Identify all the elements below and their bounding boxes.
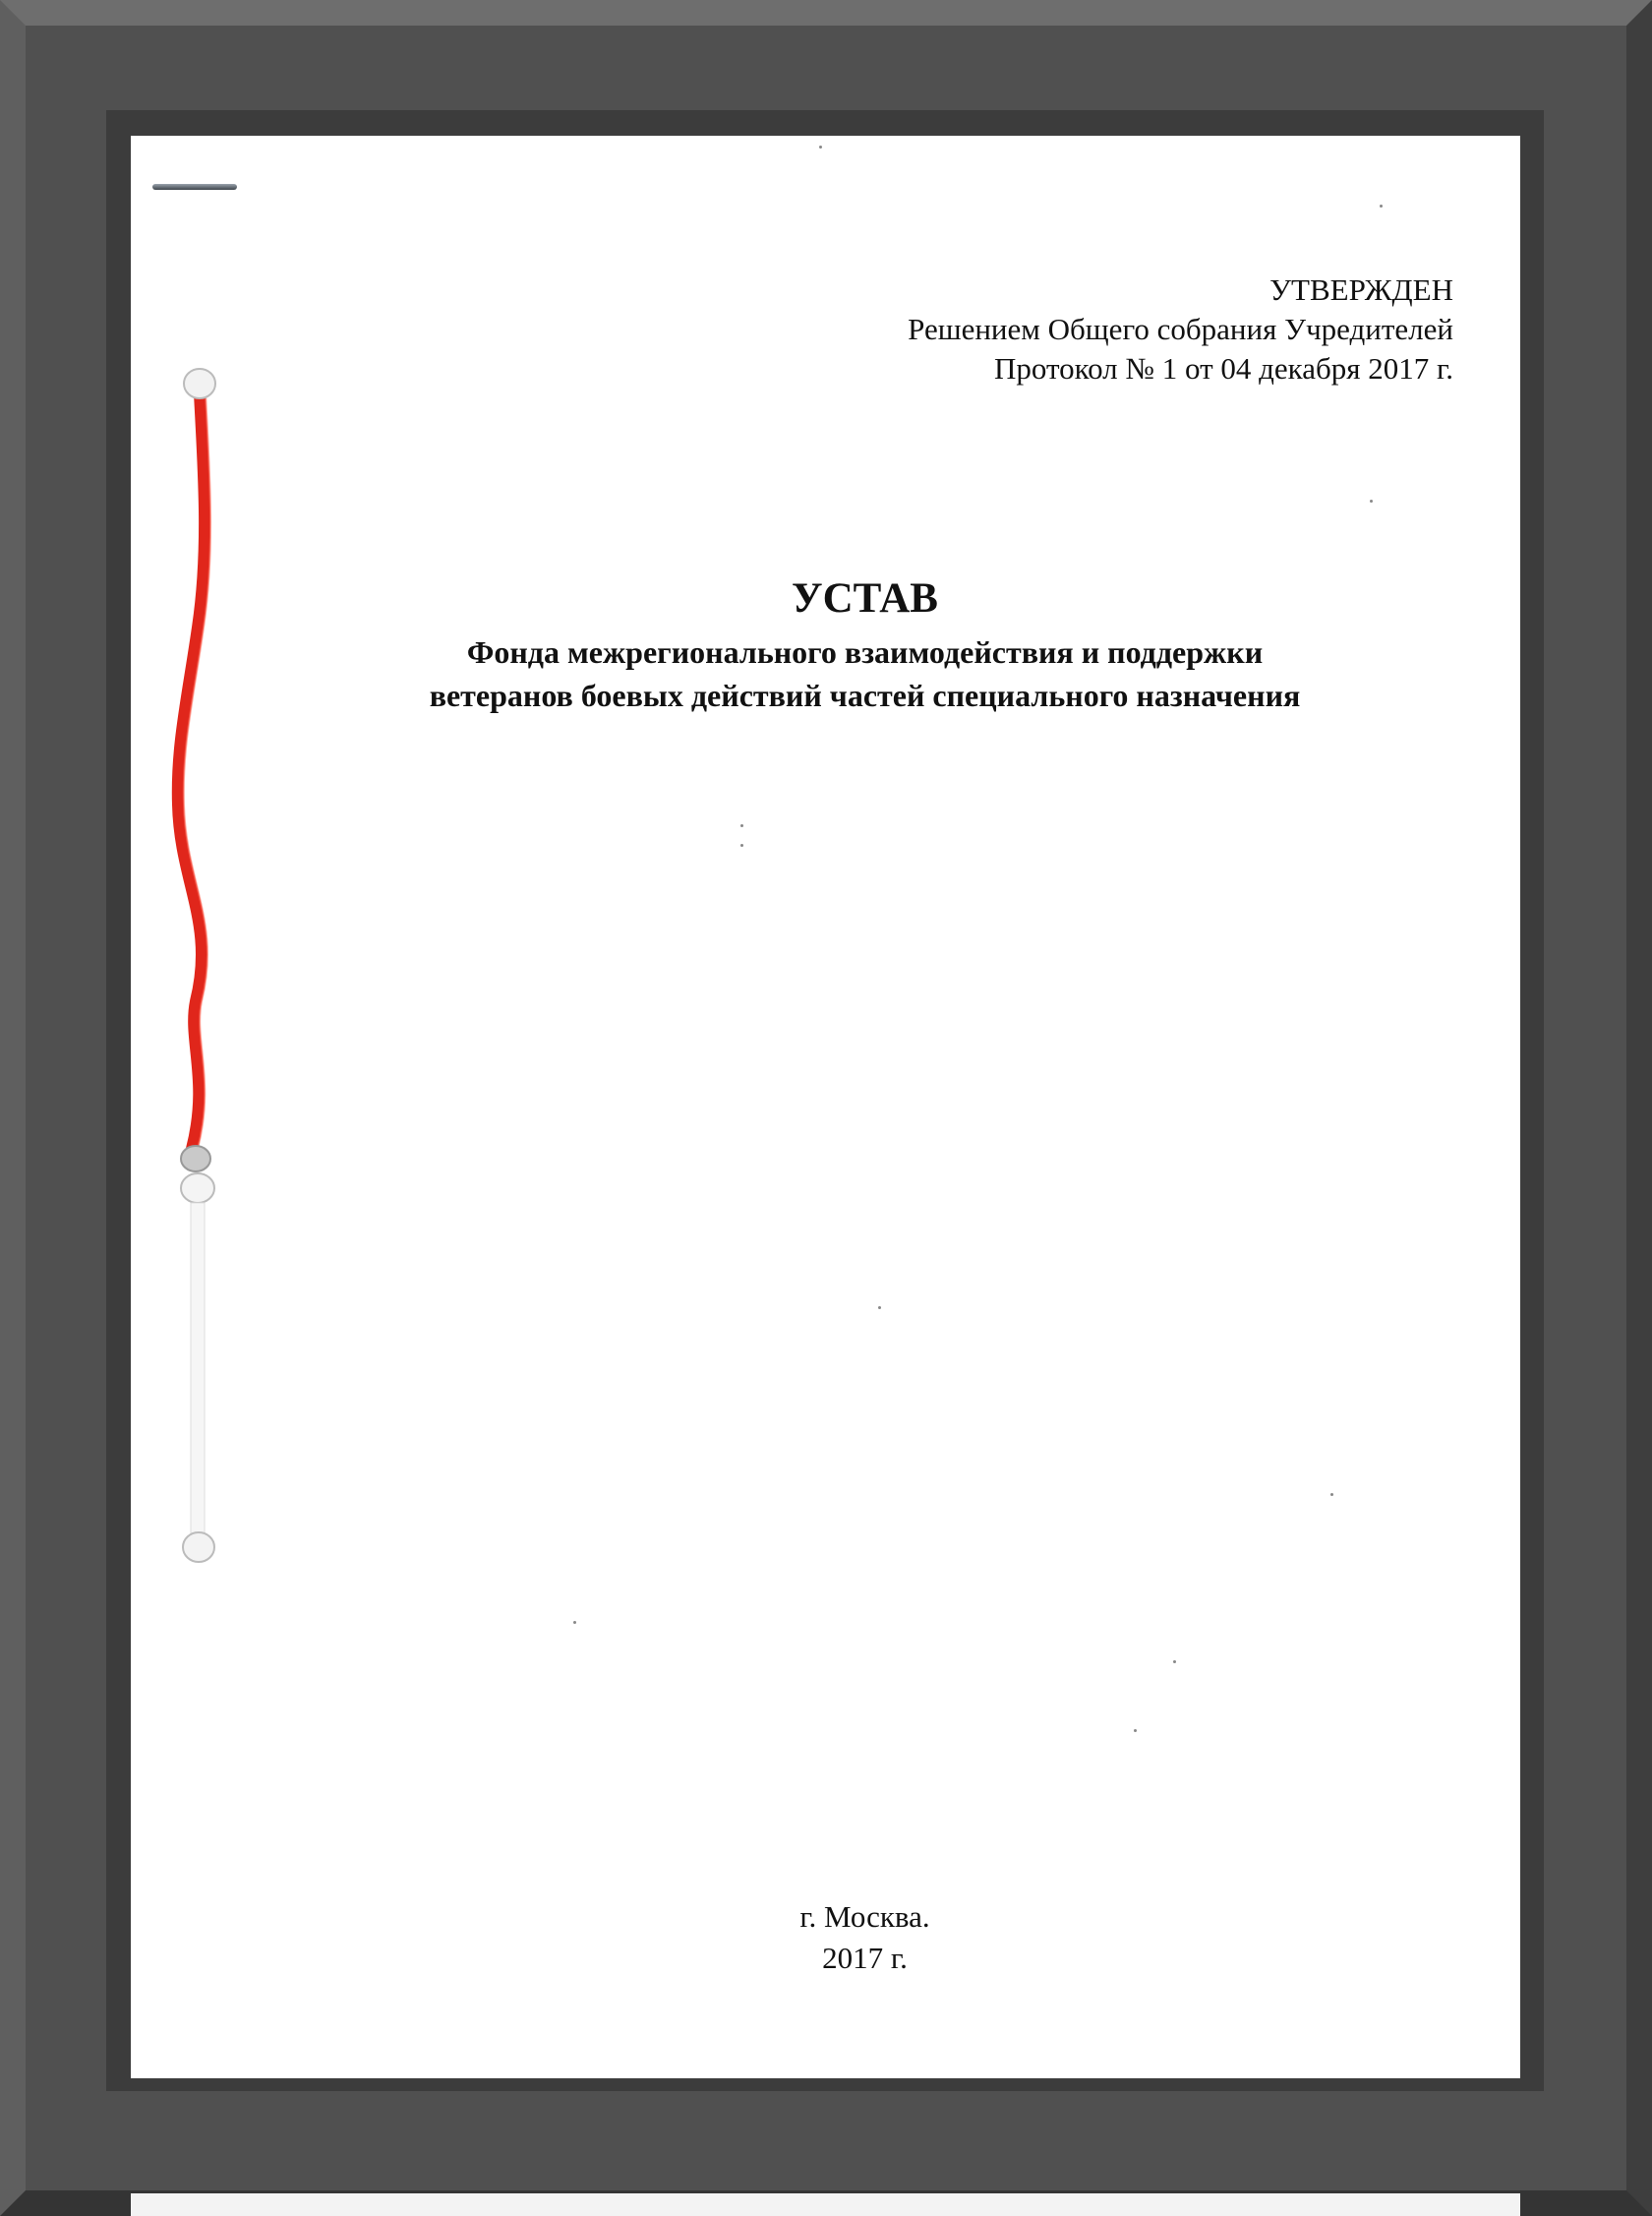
footer-year: 2017 г.	[822, 1941, 908, 1975]
middle-knot	[181, 1146, 210, 1171]
scan-speck	[819, 146, 822, 149]
scan-speck	[1380, 205, 1383, 208]
scan-speck	[878, 1306, 881, 1309]
document-page	[131, 136, 1520, 2078]
scan-speck	[740, 844, 743, 847]
approval-stamp	[908, 270, 1453, 389]
binding-ribbon	[170, 332, 288, 1709]
approval-line-3: Протокол № 1 от 04 декабря 2017 г.	[993, 351, 1453, 386]
title-block	[131, 573, 1520, 717]
staple	[152, 184, 237, 190]
lower-page-edge	[131, 2193, 1520, 2216]
footer	[131, 1896, 1520, 1979]
footer-city: г. Москва.	[799, 1899, 930, 1934]
scan-speck	[740, 824, 743, 827]
top-knot	[184, 369, 215, 398]
bottom-knot	[183, 1532, 214, 1562]
white-knot	[181, 1173, 214, 1203]
subtitle-line-2: ветеранов боевых действий частей специального назначения	[429, 678, 1301, 713]
subtitle-line-1: Фонда межрегионального взаимодействия и поддержки	[466, 634, 1264, 670]
scan-speck	[1134, 1729, 1137, 1732]
scan-speck	[1173, 1660, 1176, 1663]
scan-speck	[1330, 1493, 1333, 1496]
approval-line-2: Решением Общего собрания Учредителей	[908, 312, 1453, 346]
scan-speck	[1370, 500, 1373, 503]
document-title: УСТАВ	[792, 575, 938, 622]
white-cord	[191, 1203, 205, 1537]
scan-speck	[573, 1621, 576, 1624]
approval-line-1: УТВЕРЖДЕН	[1269, 272, 1453, 307]
